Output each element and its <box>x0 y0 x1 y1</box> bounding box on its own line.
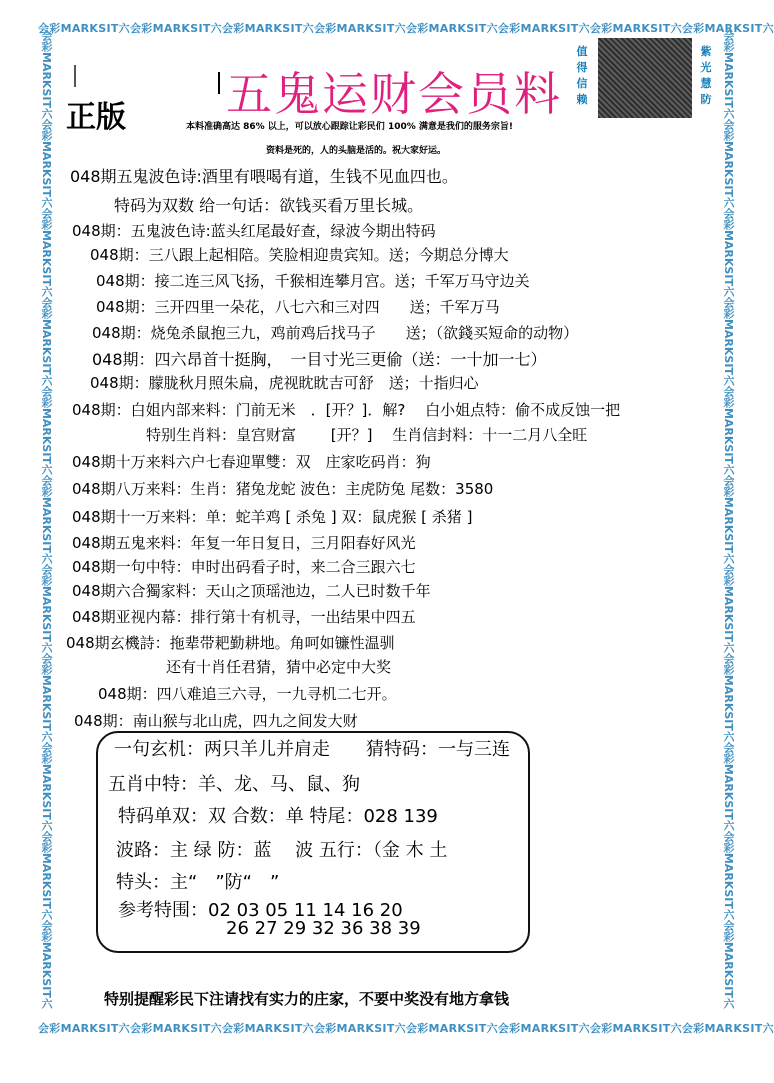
text-line: 特别生肖料：皇宫财富 [开？] 生肖信封料：十一二月八全旺 <box>146 426 588 444</box>
tagline-secondary: 资料是死的，人的头脑是活的。祝大家好运。 <box>266 146 447 156</box>
watermark-text: 会彩MARKSIT六 <box>497 22 590 35</box>
watermark-text: 会彩MARKSIT六 <box>722 385 735 475</box>
watermark-text: 会彩MARKSIT六 <box>589 1022 682 1035</box>
text-line: 048期：接二连三风飞扬，千猴相连攀月宫。送；千军万马守边关 <box>96 272 530 290</box>
footer-note: 特别提醒彩民下注请找有实力的庄家，不要中奖没有地方拿钱 <box>104 990 510 1008</box>
text-line: 048期玄機詩：拖辈带耙勤耕地。角呵如镰性温驯 <box>66 634 395 652</box>
watermark-text: 会彩MARKSIT六 <box>40 474 53 564</box>
text-line: 048期：三开四里一朵花，八七六和三对四 送；千军万马 <box>96 298 500 316</box>
text-line: 048期：三八跟上起相陪。笑脸相迎贵宾知。送；今期总分博大 <box>90 246 509 264</box>
text-line: 048期一句中特：申时出码看子时，来二合三跟六七 <box>72 558 416 576</box>
watermark-text: 会彩MARKSIT六 <box>40 207 53 297</box>
watermark-text: 会彩MARKSIT六 <box>40 118 53 208</box>
watermark-text: 会彩MARKSIT六 <box>221 1022 314 1035</box>
text-line: 048期十万来料六户七春迎單雙：双 庄家吃码肖：狗 <box>72 453 431 471</box>
watermark-text: 会彩MARKSIT六 <box>313 22 406 35</box>
box-line: 特码单双：双 合数：单 特尾：028 139 <box>118 806 438 827</box>
box-line: 波路：主 绿 防：蓝 波 五行：（金 木 土 <box>116 840 448 861</box>
watermark-text: 会彩MARKSIT六 <box>722 830 735 920</box>
title-cursor-mark <box>218 72 220 94</box>
box-line: 参考特围：02 03 05 11 14 16 20 <box>118 900 403 921</box>
text-line: 048期：白姐内部来料：门前无米 ．[开？]．解? 白小姐点特：偷不成反蚀一把 <box>72 401 621 419</box>
text-line: 048期六合獨家料：天山之顶瑶池边，二人已时数千年 <box>72 582 431 600</box>
text-line: 048期：四六昂首十挺胸， 一目寸光三更偷（送：一十加一七） <box>92 350 547 369</box>
watermark-left <box>38 30 54 1030</box>
watermark-text: 会彩MARKSIT六 <box>405 22 498 35</box>
watermark-text: 会彩MARKSIT六 <box>681 22 774 35</box>
watermark-text: 会彩MARKSIT六 <box>722 296 735 386</box>
watermark-text: 会彩MARKSIT六 <box>722 919 735 1009</box>
watermark-text: 会彩MARKSIT六 <box>40 919 53 1009</box>
watermark-text: 会彩MARKSIT六 <box>38 22 130 35</box>
watermark-top <box>38 20 774 38</box>
box-line: 26 27 29 32 36 38 39 <box>226 918 421 939</box>
text-line: 048期五鬼来料：年复一年日复日，三月阳春好风光 <box>72 534 416 552</box>
box-line: 特头：主“ ”防“ ” <box>116 872 280 893</box>
text-line: 特码为双数 给一句话：欲钱买看万里长城。 <box>114 196 424 215</box>
text-line: 048期亚视内幕：排行第十有机寻，一出结果中四五 <box>72 608 416 626</box>
tagline: 本料准确高达 86% 以上，可以放心跟踪让彩民们 100% 满意是我们的服务宗旨! <box>186 122 513 132</box>
watermark-text: 会彩MARKSIT六 <box>40 830 53 920</box>
page-title: 五鬼运财会员料 <box>226 67 562 121</box>
text-line: 048期：朦胧秋月照朱扁，虎视眈眈吉可舒 送；十指归心 <box>90 374 479 392</box>
watermark-text: 会彩MARKSIT六 <box>221 22 314 35</box>
qr-code-icon <box>598 38 692 118</box>
text-line: 048期：南山猴与北山虎，四九之间发大财 <box>74 712 358 730</box>
trust-badge: 值得信赖 <box>576 45 588 106</box>
watermark-text: 会彩MARKSIT六 <box>129 1022 222 1035</box>
anti-fake-badge: 紫光慧防 <box>700 45 712 106</box>
watermark-text: 会彩MARKSIT六 <box>681 1022 774 1035</box>
watermark-text: 会彩MARKSIT六 <box>40 563 53 653</box>
watermark-text: 会彩MARKSIT六 <box>40 30 53 119</box>
watermark-text: 会彩MARKSIT六 <box>40 296 53 386</box>
watermark-text: 会彩MARKSIT六 <box>405 1022 498 1035</box>
watermark-text: 会彩MARKSIT六 <box>40 741 53 831</box>
watermark-text: 会彩MARKSIT六 <box>722 563 735 653</box>
watermark-right <box>720 30 736 1030</box>
watermark-text: 会彩MARKSIT六 <box>129 22 222 35</box>
watermark-text: 会彩MARKSIT六 <box>313 1022 406 1035</box>
text-line: 048期八万来料：生肖：猪兔龙蛇 波色：主虎防兔 尾数：3580 <box>72 480 494 498</box>
decor-line <box>74 65 76 87</box>
text-line: 048期：四八难追三六寻，一九寻机二七开。 <box>98 685 397 703</box>
box-line: 五肖中特：羊、龙、马、鼠、狗 <box>108 774 360 795</box>
watermark-text: 会彩MARKSIT六 <box>722 118 735 208</box>
watermark-text: 会彩MARKSIT六 <box>722 741 735 831</box>
watermark-text: 会彩MARKSIT六 <box>589 22 682 35</box>
watermark-bottom <box>38 1020 774 1038</box>
watermark-text: 会彩MARKSIT六 <box>40 385 53 475</box>
text-line: 048期：五鬼波色诗:蓝头红尾最好查，绿波今期出特码 <box>72 222 436 240</box>
box-line: 一句玄机：两只羊儿并肩走 猜特码：一与三连 <box>114 739 510 760</box>
watermark-text: 会彩MARKSIT六 <box>722 652 735 742</box>
watermark-text: 会彩MARKSIT六 <box>38 1022 130 1035</box>
watermark-text: 会彩MARKSIT六 <box>497 1022 590 1035</box>
text-line: 还有十肖任君猜，猜中必定中大奖 <box>166 658 392 676</box>
watermark-text: 会彩MARKSIT六 <box>722 207 735 297</box>
watermark-text: 会彩MARKSIT六 <box>40 652 53 742</box>
text-line: 048期：烧兔杀鼠抱三九，鸡前鸡后找马子 送；（欲錢买短命的动物） <box>92 324 579 342</box>
watermark-text: 会彩MARKSIT六 <box>722 30 735 119</box>
watermark-text: 会彩MARKSIT六 <box>722 474 735 564</box>
edition-label: 正版 <box>66 100 126 135</box>
text-line: 048期十一万来料：单：蛇羊鸡 [ 杀兔 ] 双：鼠虎猴 [ 杀猪 ] <box>72 508 473 526</box>
text-line: 048期五鬼波色诗:酒里有喂喝有道，生钱不见血四也。 <box>70 167 458 186</box>
